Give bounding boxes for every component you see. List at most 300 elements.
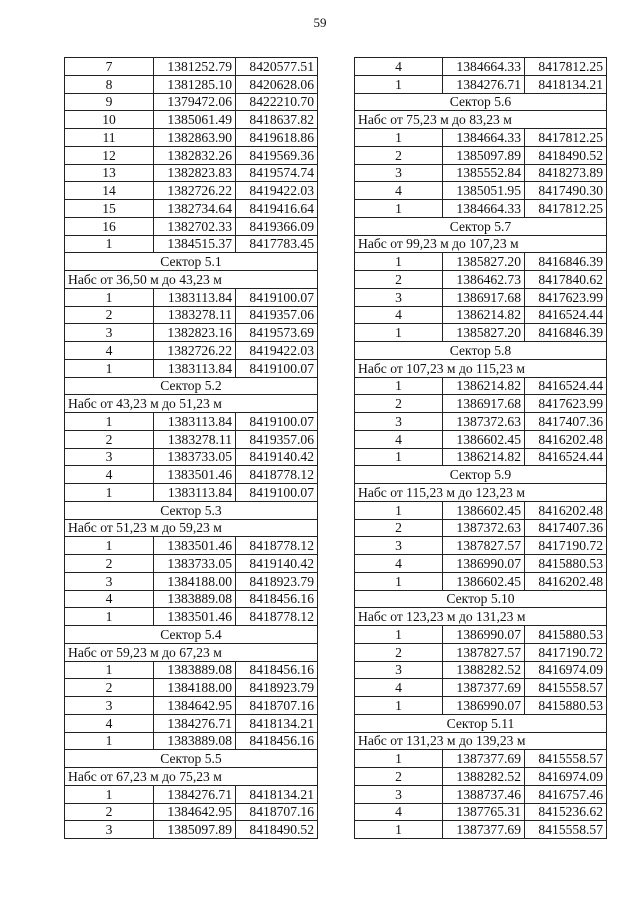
point-number: 1 [355, 626, 443, 644]
coord-x: 1387372.63 [443, 413, 525, 431]
sector-range: Набс от 123,23 м до 131,23 м [355, 608, 607, 626]
coord-x: 1387377.69 [443, 821, 525, 839]
coord-x: 1384642.95 [154, 803, 236, 821]
coord-x: 1382823.83 [154, 164, 236, 182]
sector-heading-row [355, 93, 607, 111]
coord-y: 8418923.79 [236, 572, 318, 590]
table-row [65, 359, 318, 377]
coord-y: 8420628.06 [236, 75, 318, 93]
coord-y: 8416524.44 [525, 448, 607, 466]
point-number: 2 [65, 555, 154, 573]
coord-y: 8419357.06 [236, 306, 318, 324]
coord-y: 8418490.52 [236, 821, 318, 839]
coord-x: 1383733.05 [154, 448, 236, 466]
coord-x: 1385552.84 [443, 164, 525, 182]
sector-heading: Сектор 5.4 [65, 626, 318, 644]
coord-x: 1384642.95 [154, 697, 236, 715]
point-number: 1 [65, 235, 154, 253]
sector-range: Набс от 51,23 м до 59,23 м [65, 519, 318, 537]
sector-range: Набс от 59,23 м до 67,23 м [65, 643, 318, 661]
table-row [65, 182, 318, 200]
coord-x: 1387372.63 [443, 519, 525, 537]
table-row [65, 697, 318, 715]
coord-y: 8419140.42 [236, 555, 318, 573]
coord-x: 1383501.46 [154, 466, 236, 484]
coord-y: 8417812.25 [525, 200, 607, 218]
coord-y: 8419100.07 [236, 288, 318, 306]
coord-x: 1384664.33 [443, 58, 525, 76]
coord-y: 8418134.21 [236, 785, 318, 803]
table-row [355, 572, 607, 590]
table-row [355, 519, 607, 537]
table-row [65, 679, 318, 697]
point-number: 2 [355, 146, 443, 164]
point-number: 4 [355, 679, 443, 697]
coord-x: 1382702.33 [154, 217, 236, 235]
coord-x: 1383501.46 [154, 537, 236, 555]
point-number: 1 [355, 501, 443, 519]
coord-y: 8417840.62 [525, 271, 607, 289]
sector-heading-row [355, 714, 607, 732]
coord-x: 1387377.69 [443, 750, 525, 768]
coord-x: 1386214.82 [443, 377, 525, 395]
coord-x: 1386602.45 [443, 430, 525, 448]
coord-y: 8417812.25 [525, 58, 607, 76]
coord-x: 1384276.71 [154, 785, 236, 803]
table-row [65, 413, 318, 431]
coord-y: 8415558.57 [525, 821, 607, 839]
table-row [65, 608, 318, 626]
coord-x: 1383113.84 [154, 484, 236, 502]
coord-y: 8418637.82 [236, 111, 318, 129]
point-number: 9 [65, 93, 154, 111]
table-row [355, 750, 607, 768]
coord-x: 1383113.84 [154, 359, 236, 377]
point-number: 1 [355, 75, 443, 93]
table-row [65, 342, 318, 360]
coord-y: 8417623.99 [525, 395, 607, 413]
coord-x: 1386214.82 [443, 448, 525, 466]
table-row [355, 448, 607, 466]
coord-y: 8420577.51 [236, 58, 318, 76]
sector-range: Набс от 99,23 м до 107,23 м [355, 235, 607, 253]
coord-y: 8415558.57 [525, 750, 607, 768]
point-number: 3 [355, 413, 443, 431]
point-number: 1 [355, 129, 443, 147]
point-number: 3 [65, 448, 154, 466]
point-number: 2 [355, 643, 443, 661]
coord-y: 8415880.53 [525, 555, 607, 573]
table-row [355, 501, 607, 519]
coord-x: 1386602.45 [443, 501, 525, 519]
coord-y: 8419100.07 [236, 359, 318, 377]
table-row [65, 714, 318, 732]
point-number: 1 [65, 288, 154, 306]
coord-y: 8416524.44 [525, 377, 607, 395]
coord-x: 1383278.11 [154, 430, 236, 448]
coord-y: 8417190.72 [525, 643, 607, 661]
coord-y: 8418923.79 [236, 679, 318, 697]
table-row [65, 324, 318, 342]
coord-x: 1386990.07 [443, 626, 525, 644]
table-row [65, 217, 318, 235]
table-row [355, 395, 607, 413]
coord-y: 8418456.16 [236, 590, 318, 608]
coord-y: 8419100.07 [236, 413, 318, 431]
coord-x: 1384664.33 [443, 200, 525, 218]
point-number: 3 [355, 164, 443, 182]
coord-y: 8416846.39 [525, 253, 607, 271]
table-row [355, 661, 607, 679]
point-number: 4 [355, 803, 443, 821]
coord-y: 8419569.36 [236, 146, 318, 164]
sector-heading-row [355, 217, 607, 235]
table-row [355, 164, 607, 182]
point-number: 1 [355, 200, 443, 218]
table-row [355, 200, 607, 218]
table-row [355, 821, 607, 839]
coord-x: 1388282.52 [443, 768, 525, 786]
point-number: 1 [65, 608, 154, 626]
table-row [355, 768, 607, 786]
point-number: 1 [65, 732, 154, 750]
point-number: 3 [355, 288, 443, 306]
point-number: 1 [65, 785, 154, 803]
sector-range: Набс от 36,50 м до 43,23 м [65, 271, 318, 289]
coord-x: 1383113.84 [154, 413, 236, 431]
sector-heading: Сектор 5.11 [355, 714, 607, 732]
table-row [355, 803, 607, 821]
point-number: 3 [355, 537, 443, 555]
table-row [355, 643, 607, 661]
table-row [355, 679, 607, 697]
coord-x: 1385827.20 [443, 324, 525, 342]
table-row [65, 111, 318, 129]
coord-x: 1386917.68 [443, 288, 525, 306]
coord-y: 8418456.16 [236, 661, 318, 679]
coord-y: 8416846.39 [525, 324, 607, 342]
coord-y: 8419574.74 [236, 164, 318, 182]
sector-range-row [65, 271, 318, 289]
coord-y: 8418134.21 [236, 714, 318, 732]
sector-heading: Сектор 5.3 [65, 501, 318, 519]
sector-heading: Сектор 5.8 [355, 342, 607, 360]
coord-y: 8418456.16 [236, 732, 318, 750]
table-row [65, 821, 318, 839]
table-row [65, 129, 318, 147]
point-number: 4 [65, 466, 154, 484]
left-coordinates-table [64, 57, 318, 839]
point-number: 4 [355, 306, 443, 324]
sector-heading-row [355, 342, 607, 360]
coord-y: 8419357.06 [236, 430, 318, 448]
coord-y: 8419422.03 [236, 182, 318, 200]
point-number: 3 [65, 697, 154, 715]
point-number: 3 [355, 661, 443, 679]
coord-y: 8416974.09 [525, 768, 607, 786]
coord-y: 8417812.25 [525, 129, 607, 147]
coord-x: 1382726.22 [154, 342, 236, 360]
point-number: 4 [65, 342, 154, 360]
page-number: 59 [313, 15, 327, 30]
coord-y: 8417623.99 [525, 288, 607, 306]
point-number: 4 [355, 58, 443, 76]
sector-range: Набс от 43,23 м до 51,23 м [65, 395, 318, 413]
sector-range: Набс от 107,23 м до 115,23 м [355, 359, 607, 377]
coord-x: 1387765.31 [443, 803, 525, 821]
coord-y: 8415880.53 [525, 697, 607, 715]
right-coordinates-table [354, 57, 607, 839]
table-row [355, 271, 607, 289]
sector-range-row [65, 519, 318, 537]
table-row [355, 58, 607, 76]
point-number: 3 [355, 785, 443, 803]
coord-x: 1382863.90 [154, 129, 236, 147]
sector-heading: Сектор 5.2 [65, 377, 318, 395]
coord-y: 8418778.12 [236, 608, 318, 626]
coord-x: 1386990.07 [443, 697, 525, 715]
coord-y: 8417783.45 [236, 235, 318, 253]
sector-heading: Сектор 5.6 [355, 93, 607, 111]
point-number: 16 [65, 217, 154, 235]
sector-range-row [355, 484, 607, 502]
coord-y: 8418490.52 [525, 146, 607, 164]
coord-y: 8418707.16 [236, 803, 318, 821]
coord-x: 1386917.68 [443, 395, 525, 413]
table-row [65, 732, 318, 750]
table-row [65, 235, 318, 253]
point-number: 1 [355, 750, 443, 768]
coord-y: 8415880.53 [525, 626, 607, 644]
sector-heading-row [355, 466, 607, 484]
coord-y: 8416974.09 [525, 661, 607, 679]
coord-y: 8417490.30 [525, 182, 607, 200]
table-row [355, 306, 607, 324]
table-row [65, 803, 318, 821]
point-number: 7 [65, 58, 154, 76]
coord-y: 8418778.12 [236, 537, 318, 555]
point-number: 15 [65, 200, 154, 218]
point-number: 2 [65, 679, 154, 697]
coord-x: 1384276.71 [443, 75, 525, 93]
point-number: 1 [65, 661, 154, 679]
sector-heading-row [65, 253, 318, 271]
point-number: 3 [65, 324, 154, 342]
point-number: 4 [355, 555, 443, 573]
coord-x: 1384515.37 [154, 235, 236, 253]
table-row [65, 288, 318, 306]
coord-y: 8418778.12 [236, 466, 318, 484]
sector-range-row [355, 359, 607, 377]
table-row [65, 306, 318, 324]
sector-range-row [355, 111, 607, 129]
sector-heading: Сектор 5.9 [355, 466, 607, 484]
coord-y: 8416757.46 [525, 785, 607, 803]
point-number: 1 [355, 697, 443, 715]
coord-x: 1385097.89 [443, 146, 525, 164]
point-number: 1 [355, 448, 443, 466]
sector-range: Набс от 131,23 м до 139,23 м [355, 732, 607, 750]
point-number: 1 [355, 821, 443, 839]
coord-x: 1385097.89 [154, 821, 236, 839]
sector-range-row [65, 643, 318, 661]
sector-heading: Сектор 5.1 [65, 253, 318, 271]
coord-x: 1382823.16 [154, 324, 236, 342]
coord-y: 8419618.86 [236, 129, 318, 147]
coord-y: 8416202.48 [525, 572, 607, 590]
table-row [355, 182, 607, 200]
coord-x: 1386602.45 [443, 572, 525, 590]
table-row [355, 75, 607, 93]
table-row [355, 324, 607, 342]
coord-y: 8419422.03 [236, 342, 318, 360]
point-number: 1 [355, 324, 443, 342]
coord-y: 8422210.70 [236, 93, 318, 111]
coord-x: 1382726.22 [154, 182, 236, 200]
sector-range-row [355, 732, 607, 750]
sector-heading-row [65, 750, 318, 768]
sector-heading-row [65, 501, 318, 519]
point-number: 4 [65, 590, 154, 608]
sector-range: Набс от 67,23 м до 75,23 м [65, 768, 318, 786]
table-row [65, 590, 318, 608]
table-row [355, 626, 607, 644]
table-row [355, 129, 607, 147]
coord-y: 8419573.69 [236, 324, 318, 342]
coord-y: 8417407.36 [525, 519, 607, 537]
sector-heading: Сектор 5.7 [355, 217, 607, 235]
table-row [355, 430, 607, 448]
table-row [65, 75, 318, 93]
sector-range-row [355, 608, 607, 626]
point-number: 2 [355, 768, 443, 786]
coord-y: 8418707.16 [236, 697, 318, 715]
coord-x: 1386214.82 [443, 306, 525, 324]
coord-x: 1385051.95 [443, 182, 525, 200]
coord-x: 1384664.33 [443, 129, 525, 147]
table-row [65, 555, 318, 573]
table-row [65, 93, 318, 111]
coord-x: 1385061.49 [154, 111, 236, 129]
table-row [355, 785, 607, 803]
table-row [65, 146, 318, 164]
coord-y: 8419100.07 [236, 484, 318, 502]
coord-y: 8418273.89 [525, 164, 607, 182]
sector-heading-row [65, 377, 318, 395]
point-number: 2 [65, 803, 154, 821]
coord-x: 1386990.07 [443, 555, 525, 573]
coord-y: 8416202.48 [525, 501, 607, 519]
sector-heading: Сектор 5.10 [355, 590, 607, 608]
point-number: 14 [65, 182, 154, 200]
coord-x: 1387377.69 [443, 679, 525, 697]
table-row [65, 448, 318, 466]
point-number: 1 [65, 484, 154, 502]
coord-x: 1388282.52 [443, 661, 525, 679]
coord-x: 1383889.08 [154, 732, 236, 750]
table-row [65, 164, 318, 182]
coord-x: 1383501.46 [154, 608, 236, 626]
table-row [65, 537, 318, 555]
coord-y: 8417407.36 [525, 413, 607, 431]
sector-heading-row [355, 590, 607, 608]
coord-x: 1386462.73 [443, 271, 525, 289]
table-row [65, 785, 318, 803]
coord-y: 8416202.48 [525, 430, 607, 448]
sector-range-row [65, 768, 318, 786]
point-number: 11 [65, 129, 154, 147]
coord-x: 1383733.05 [154, 555, 236, 573]
coord-y: 8417190.72 [525, 537, 607, 555]
sector-heading: Сектор 5.5 [65, 750, 318, 768]
table-row [65, 430, 318, 448]
sector-range: Набс от 75,23 м до 83,23 м [355, 111, 607, 129]
point-number: 1 [355, 253, 443, 271]
point-number: 8 [65, 75, 154, 93]
point-number: 10 [65, 111, 154, 129]
coord-x: 1383113.84 [154, 288, 236, 306]
table-row [65, 661, 318, 679]
point-number: 3 [65, 572, 154, 590]
point-number: 4 [65, 714, 154, 732]
sector-range-row [65, 395, 318, 413]
coord-x: 1383889.08 [154, 661, 236, 679]
coord-x: 1381252.79 [154, 58, 236, 76]
coord-x: 1387827.57 [443, 537, 525, 555]
coord-x: 1383278.11 [154, 306, 236, 324]
table-row [65, 466, 318, 484]
coord-x: 1379472.06 [154, 93, 236, 111]
coord-y: 8416524.44 [525, 306, 607, 324]
coord-y: 8415558.57 [525, 679, 607, 697]
coord-x: 1384276.71 [154, 714, 236, 732]
table-row [355, 146, 607, 164]
point-number: 4 [355, 182, 443, 200]
table-row [355, 288, 607, 306]
point-number: 2 [355, 271, 443, 289]
coord-y: 8419366.09 [236, 217, 318, 235]
point-number: 2 [355, 395, 443, 413]
point-number: 13 [65, 164, 154, 182]
point-number: 1 [355, 572, 443, 590]
coord-x: 1382734.64 [154, 200, 236, 218]
sector-range-row [355, 235, 607, 253]
point-number: 1 [355, 377, 443, 395]
table-row [355, 555, 607, 573]
coord-x: 1388737.46 [443, 785, 525, 803]
point-number: 2 [65, 430, 154, 448]
coord-x: 1383889.08 [154, 590, 236, 608]
point-number: 1 [65, 537, 154, 555]
coord-y: 8419416.64 [236, 200, 318, 218]
table-row [65, 200, 318, 218]
point-number: 2 [355, 519, 443, 537]
coord-x: 1384188.00 [154, 679, 236, 697]
point-number: 4 [355, 430, 443, 448]
point-number: 1 [65, 413, 154, 431]
table-row [65, 484, 318, 502]
coord-y: 8418134.21 [525, 75, 607, 93]
table-row [355, 697, 607, 715]
coord-y: 8415236.62 [525, 803, 607, 821]
coord-x: 1382832.26 [154, 146, 236, 164]
table-row [355, 413, 607, 431]
coord-x: 1385827.20 [443, 253, 525, 271]
point-number: 3 [65, 821, 154, 839]
table-row [65, 572, 318, 590]
point-number: 2 [65, 306, 154, 324]
table-row [355, 253, 607, 271]
